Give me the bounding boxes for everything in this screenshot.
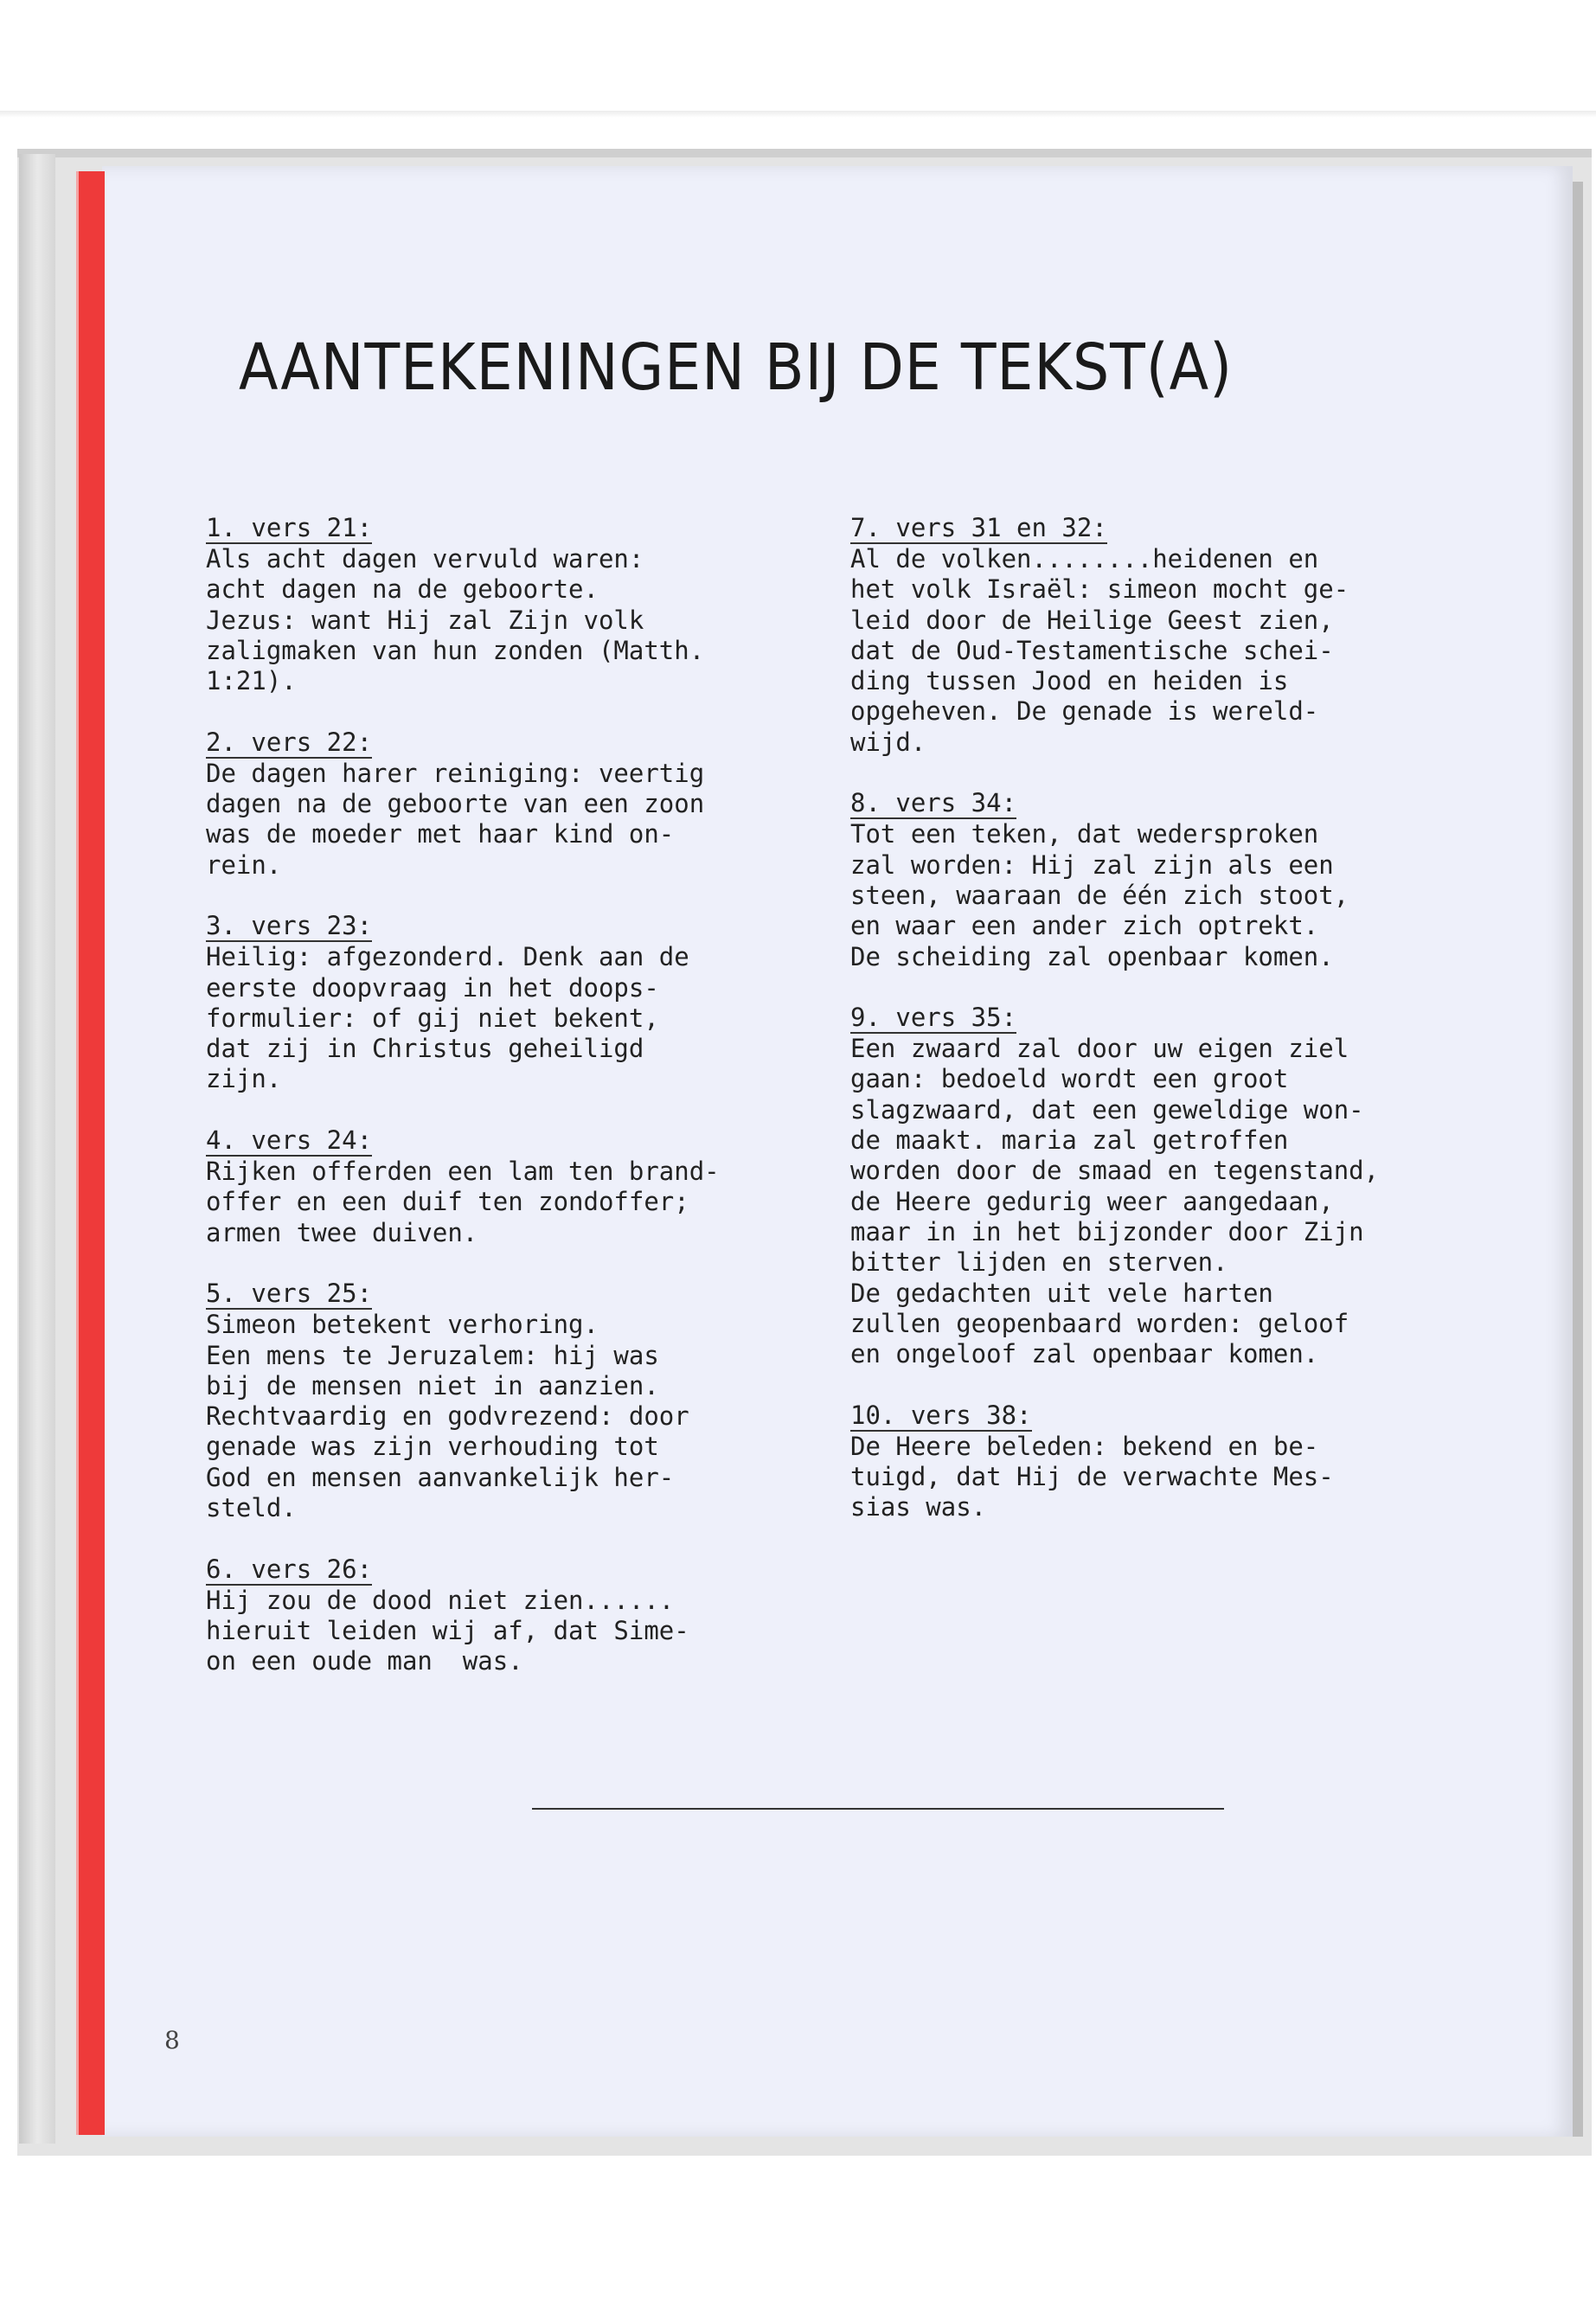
note-line: Rijken offerden een lam ten brand- xyxy=(206,1157,720,1187)
note-line: was de moeder met haar kind on- xyxy=(206,819,675,849)
note-line: formulier: of gij niet bekent, xyxy=(206,1003,659,1033)
note-line: steen, waaraan de één zich stoot, xyxy=(850,880,1349,910)
note-line: zal worden: Hij zal zijn als een xyxy=(850,849,1334,880)
page-edge xyxy=(1573,182,1583,2137)
note-line: worden door de smaad en tegenstand, xyxy=(850,1156,1380,1186)
note-heading: 2. vers 22: xyxy=(206,727,373,757)
note-line: 1:21). xyxy=(206,666,297,696)
book-spine xyxy=(19,154,55,2144)
note-line: God en mensen aanvankelijk her- xyxy=(206,1462,675,1492)
note-heading: 5. vers 25: xyxy=(206,1279,373,1309)
scan-margin xyxy=(0,2180,1596,2301)
closing-rule xyxy=(532,1808,1224,1810)
note-line: Tot een teken, dat wedersproken xyxy=(850,819,1319,849)
note-line: hieruit leiden wij af, dat Sime- xyxy=(206,1615,689,1645)
note-line: armen twee duiven. xyxy=(206,1217,478,1247)
note-block xyxy=(206,911,846,1094)
page-title: AANTEKENINGEN BIJ DE TEKST(A) xyxy=(239,330,1233,405)
note-line: dagen na de geboorte van een zoon xyxy=(206,789,705,819)
note-line: en waar een ander zich optrekt. xyxy=(850,911,1319,941)
note-line: tuigd, dat Hij de verwachte Mes- xyxy=(850,1462,1334,1492)
note-line: ding tussen Jood en heiden is xyxy=(850,666,1289,696)
note-heading: 10. vers 38: xyxy=(850,1400,1032,1430)
note-heading: 6. vers 26: xyxy=(206,1554,373,1584)
note-line: leid door de Heilige Geest zien, xyxy=(850,605,1334,635)
note-block xyxy=(206,727,846,881)
note-block xyxy=(206,1125,846,1248)
note-line: het volk Israël: simeon mocht ge- xyxy=(850,574,1349,605)
note-line: Een zwaard zal door uw eigen ziel xyxy=(850,1034,1349,1064)
note-line: genade was zijn verhouding tot xyxy=(206,1432,659,1462)
note-heading: 4. vers 24: xyxy=(206,1125,373,1156)
note-block xyxy=(850,1003,1525,1369)
note-line: slagzwaard, dat een geweldige won- xyxy=(850,1094,1364,1125)
note-line: acht dagen na de geboorte. xyxy=(206,574,599,605)
note-line: Rechtvaardig en godvrezend: door xyxy=(206,1401,689,1432)
note-line: offer en een duif ten zondoffer; xyxy=(206,1187,689,1217)
note-line: De gedachten uit vele harten xyxy=(850,1278,1273,1308)
note-line: bij de mensen niet in aanzien. xyxy=(206,1370,659,1400)
note-block xyxy=(850,788,1525,971)
note-line: zaligmaken van hun zonden (Matth. xyxy=(206,635,705,665)
note-line: zijn. xyxy=(206,1064,282,1094)
note-line: De dagen harer reiniging: veertig xyxy=(206,758,705,788)
note-line: De scheiding zal openbaar komen. xyxy=(850,941,1334,971)
note-line: dat de Oud-Testamentische schei- xyxy=(850,635,1334,665)
note-line: de maakt. maria zal getroffen xyxy=(850,1125,1289,1156)
note-block xyxy=(206,1554,846,1677)
note-line: Simeon betekent verhoring. xyxy=(206,1310,599,1340)
note-line: Heilig: afgezonderd. Denk aan de xyxy=(206,942,689,972)
note-heading: 3. vers 23: xyxy=(206,911,373,941)
note-line: Jezus: want Hij zal Zijn volk xyxy=(206,605,644,635)
note-line: Hij zou de dood niet zien...... xyxy=(206,1585,675,1615)
note-block xyxy=(206,1279,846,1523)
note-line: en ongeloof zal openbaar komen. xyxy=(850,1339,1319,1369)
scan-border xyxy=(0,111,1596,118)
note-heading: 7. vers 31 en 32: xyxy=(850,513,1107,542)
note-line: wijd. xyxy=(850,727,926,757)
note-line: Al de volken........heidenen en xyxy=(850,544,1319,574)
note-line: maar in in het bijzonder door Zijn xyxy=(850,1216,1364,1247)
note-line: bitter lijden en sterven. xyxy=(850,1247,1228,1278)
note-heading: 1. vers 21: xyxy=(206,513,373,542)
note-line: on een oude man was. xyxy=(206,1646,523,1676)
note-line: dat zij in Christus geheiligd xyxy=(206,1034,644,1064)
notes-column-right xyxy=(850,513,1525,1554)
note-line: de Heere gedurig weer aangedaan, xyxy=(850,1186,1334,1216)
note-line: De Heere beleden: bekend en be- xyxy=(850,1431,1319,1461)
note-line: zullen geopenbaard worden: geloof xyxy=(850,1308,1349,1338)
notes-column-left xyxy=(206,513,846,1708)
note-line: gaan: bedoeld wordt een groot xyxy=(850,1064,1289,1094)
note-line: eerste doopvraag in het doops- xyxy=(206,972,659,1003)
note-line: Een mens te Jeruzalem: hij was xyxy=(206,1340,659,1370)
note-block xyxy=(850,1400,1525,1523)
note-block xyxy=(850,513,1525,758)
note-line: rein. xyxy=(206,849,282,880)
note-line: opgeheven. De genade is wereld- xyxy=(850,696,1319,727)
page-number: 8 xyxy=(164,2026,180,2054)
note-line: Als acht dagen vervuld waren: xyxy=(206,544,644,574)
red-page-edge xyxy=(76,171,105,2135)
note-line: sias was. xyxy=(850,1492,987,1522)
note-heading: 9. vers 35: xyxy=(850,1003,1017,1033)
note-line: steld. xyxy=(206,1493,297,1523)
note-heading: 8. vers 34: xyxy=(850,788,1017,818)
note-block xyxy=(206,513,846,696)
